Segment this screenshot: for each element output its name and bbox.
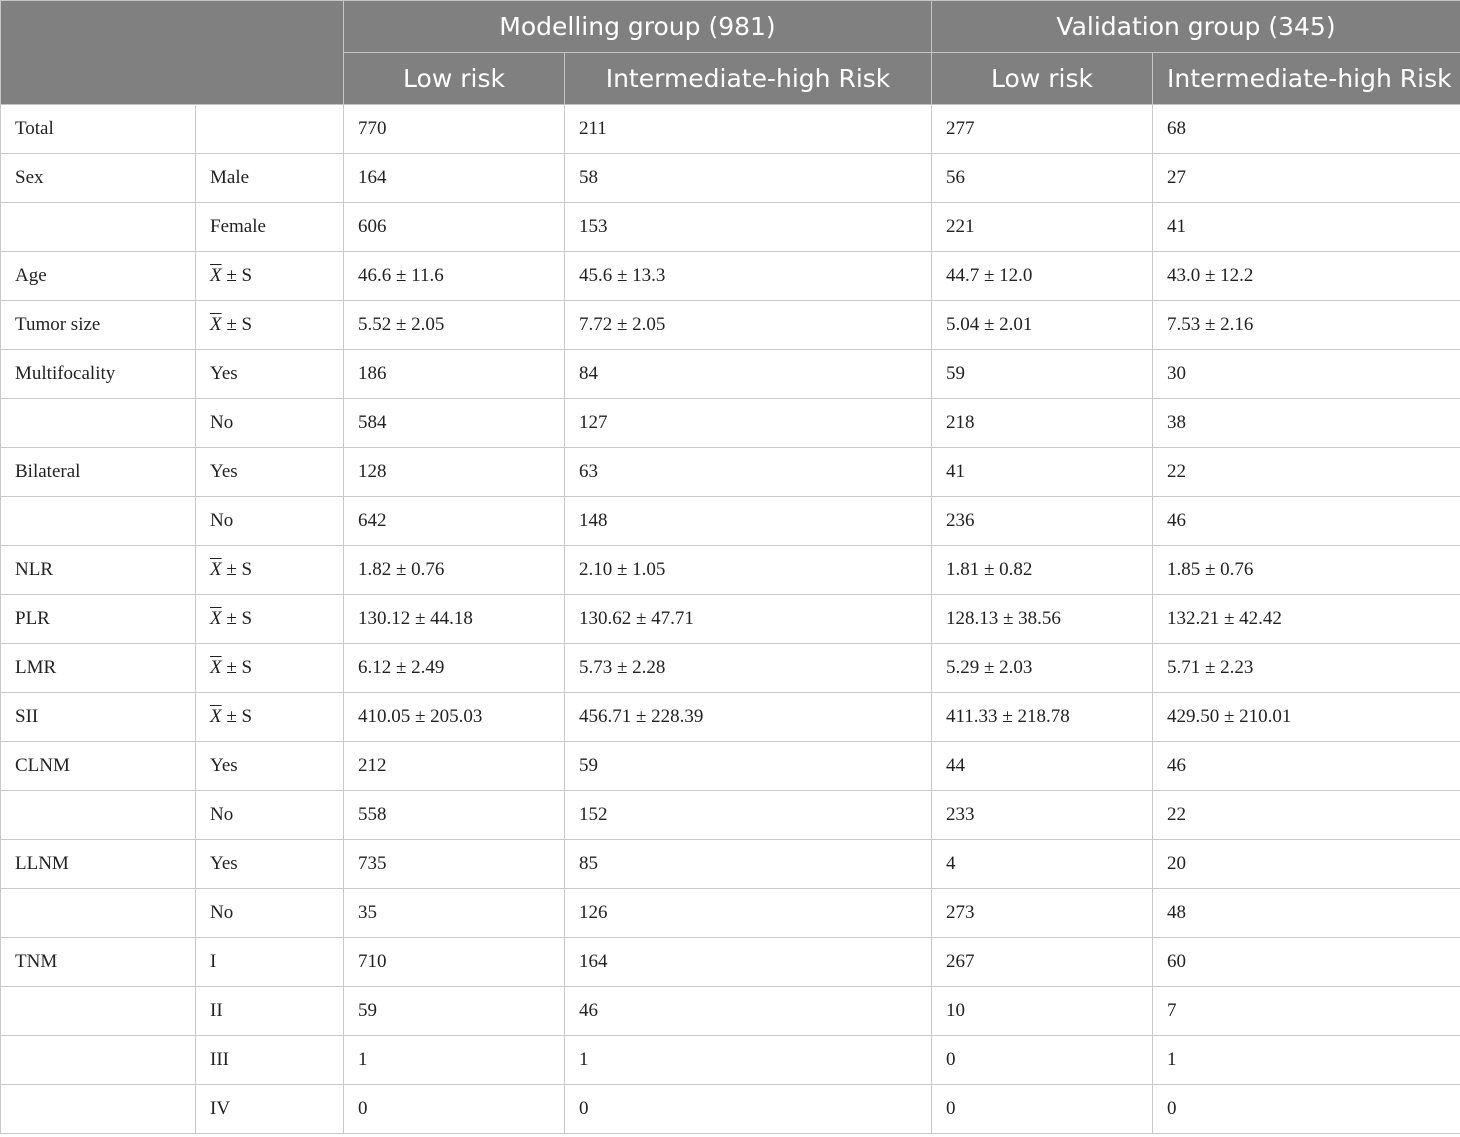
value-cell: 0 bbox=[344, 1085, 565, 1134]
table-row bbox=[1, 350, 1460, 399]
table-row bbox=[1, 840, 1460, 889]
variable-cell: LMR bbox=[1, 644, 196, 693]
value-cell: 127 bbox=[565, 399, 932, 448]
variable-cell: Total bbox=[1, 105, 196, 154]
level-cell bbox=[196, 252, 344, 301]
table-row bbox=[1, 203, 1460, 252]
value-cell: 59 bbox=[565, 742, 932, 791]
level-cell: III bbox=[196, 1036, 344, 1085]
value-cell: 211 bbox=[565, 105, 932, 154]
value-cell: 48 bbox=[1153, 889, 1460, 938]
level-cell: Female bbox=[196, 203, 344, 252]
value-cell: 43.0 ± 12.2 bbox=[1153, 252, 1460, 301]
level-cell bbox=[196, 595, 344, 644]
level-cell: No bbox=[196, 399, 344, 448]
level-cell bbox=[196, 546, 344, 595]
variable-cell: Bilateral bbox=[1, 448, 196, 497]
value-cell: 7 bbox=[1153, 987, 1460, 1036]
std-suffix: ± S bbox=[221, 314, 253, 335]
mean-symbol: $\overline{X}$ bbox=[210, 265, 222, 286]
level-cell bbox=[196, 693, 344, 742]
variable-cell: Age bbox=[1, 252, 196, 301]
std-suffix: ± S bbox=[221, 657, 253, 678]
value-cell: 35 bbox=[344, 889, 565, 938]
level-cell: I bbox=[196, 938, 344, 987]
value-cell: 153 bbox=[565, 203, 932, 252]
variable-cell: PLR bbox=[1, 595, 196, 644]
value-cell: 56 bbox=[932, 154, 1153, 203]
variable-cell bbox=[1, 399, 196, 448]
value-cell: 770 bbox=[344, 105, 565, 154]
value-cell: 5.73 ± 2.28 bbox=[565, 644, 932, 693]
value-cell: 60 bbox=[1153, 938, 1460, 987]
variable-cell: TNM bbox=[1, 938, 196, 987]
variable-cell: SII bbox=[1, 693, 196, 742]
value-cell: 218 bbox=[932, 399, 1153, 448]
value-cell: 236 bbox=[932, 497, 1153, 546]
mean-symbol: $\overline{X}$ bbox=[210, 608, 222, 629]
value-cell: 6.12 ± 2.49 bbox=[344, 644, 565, 693]
header-validation-low-risk: Low risk bbox=[932, 53, 1153, 105]
table-row bbox=[1, 987, 1460, 1036]
value-cell: 5.71 ± 2.23 bbox=[1153, 644, 1460, 693]
std-suffix: ± S bbox=[221, 608, 253, 629]
value-cell: 584 bbox=[344, 399, 565, 448]
value-cell: 30 bbox=[1153, 350, 1460, 399]
value-cell: 45.6 ± 13.3 bbox=[565, 252, 932, 301]
level-cell: Yes bbox=[196, 350, 344, 399]
value-cell: 59 bbox=[932, 350, 1153, 399]
value-cell: 126 bbox=[565, 889, 932, 938]
table-row bbox=[1, 693, 1460, 742]
value-cell: 5.52 ± 2.05 bbox=[344, 301, 565, 350]
value-cell: 85 bbox=[565, 840, 932, 889]
variable-cell bbox=[1, 987, 196, 1036]
value-cell: 1.82 ± 0.76 bbox=[344, 546, 565, 595]
variable-cell bbox=[1, 1036, 196, 1085]
mean-symbol: $\overline{X}$ bbox=[210, 314, 222, 335]
value-cell: 710 bbox=[344, 938, 565, 987]
value-cell: 186 bbox=[344, 350, 565, 399]
value-cell: 5.04 ± 2.01 bbox=[932, 301, 1153, 350]
value-cell: 233 bbox=[932, 791, 1153, 840]
level-cell bbox=[196, 105, 344, 154]
table-row bbox=[1, 595, 1460, 644]
value-cell: 59 bbox=[344, 987, 565, 1036]
variable-cell: CLNM bbox=[1, 742, 196, 791]
table-row bbox=[1, 938, 1460, 987]
value-cell: 606 bbox=[344, 203, 565, 252]
level-cell bbox=[196, 644, 344, 693]
table-row bbox=[1, 742, 1460, 791]
value-cell: 130.12 ± 44.18 bbox=[344, 595, 565, 644]
level-cell bbox=[196, 301, 344, 350]
value-cell: 46 bbox=[1153, 497, 1460, 546]
value-cell: 10 bbox=[932, 987, 1153, 1036]
value-cell: 46 bbox=[565, 987, 932, 1036]
value-cell: 148 bbox=[565, 497, 932, 546]
std-suffix: ± S bbox=[221, 559, 253, 580]
level-cell: Male bbox=[196, 154, 344, 203]
value-cell: 0 bbox=[565, 1085, 932, 1134]
table-row bbox=[1, 1036, 1460, 1085]
table-row bbox=[1, 399, 1460, 448]
value-cell: 1.85 ± 0.76 bbox=[1153, 546, 1460, 595]
value-cell: 642 bbox=[344, 497, 565, 546]
value-cell: 128.13 ± 38.56 bbox=[932, 595, 1153, 644]
value-cell: 0 bbox=[1153, 1085, 1460, 1134]
variable-cell: Sex bbox=[1, 154, 196, 203]
value-cell: 132.21 ± 42.42 bbox=[1153, 595, 1460, 644]
table-row bbox=[1, 252, 1460, 301]
table-row bbox=[1, 889, 1460, 938]
value-cell: 38 bbox=[1153, 399, 1460, 448]
value-cell: 212 bbox=[344, 742, 565, 791]
std-suffix: ± S bbox=[221, 706, 253, 727]
table-row bbox=[1, 1085, 1460, 1134]
value-cell: 1.81 ± 0.82 bbox=[932, 546, 1153, 595]
value-cell: 7.72 ± 2.05 bbox=[565, 301, 932, 350]
table-row bbox=[1, 154, 1460, 203]
value-cell: 7.53 ± 2.16 bbox=[1153, 301, 1460, 350]
value-cell: 46 bbox=[1153, 742, 1460, 791]
value-cell: 0 bbox=[932, 1036, 1153, 1085]
value-cell: 63 bbox=[565, 448, 932, 497]
value-cell: 22 bbox=[1153, 448, 1460, 497]
value-cell: 5.29 ± 2.03 bbox=[932, 644, 1153, 693]
header-validation-intermediate-high-risk: Intermediate-high Risk bbox=[1153, 53, 1460, 105]
value-cell: 27 bbox=[1153, 154, 1460, 203]
variable-cell: Multifocality bbox=[1, 350, 196, 399]
value-cell: 456.71 ± 228.39 bbox=[565, 693, 932, 742]
value-cell: 20 bbox=[1153, 840, 1460, 889]
variable-cell bbox=[1, 203, 196, 252]
variable-cell bbox=[1, 889, 196, 938]
header-modelling-intermediate-high-risk: Intermediate-high Risk bbox=[565, 53, 932, 105]
value-cell: 128 bbox=[344, 448, 565, 497]
value-cell: 44 bbox=[932, 742, 1153, 791]
value-cell: 164 bbox=[344, 154, 565, 203]
variable-cell bbox=[1, 791, 196, 840]
table-header bbox=[1, 1, 1460, 105]
level-cell: No bbox=[196, 791, 344, 840]
value-cell: 277 bbox=[932, 105, 1153, 154]
value-cell: 1 bbox=[1153, 1036, 1460, 1085]
value-cell: 2.10 ± 1.05 bbox=[565, 546, 932, 595]
variable-cell bbox=[1, 1085, 196, 1134]
value-cell: 0 bbox=[932, 1085, 1153, 1134]
table-row bbox=[1, 791, 1460, 840]
level-cell: Yes bbox=[196, 840, 344, 889]
header-empty-cell bbox=[1, 1, 344, 105]
level-cell: Yes bbox=[196, 448, 344, 497]
value-cell: 1 bbox=[565, 1036, 932, 1085]
value-cell: 735 bbox=[344, 840, 565, 889]
table-row bbox=[1, 105, 1460, 154]
value-cell: 41 bbox=[932, 448, 1153, 497]
value-cell: 41 bbox=[1153, 203, 1460, 252]
level-cell: Yes bbox=[196, 742, 344, 791]
mean-symbol: $\overline{X}$ bbox=[210, 706, 222, 727]
value-cell: 429.50 ± 210.01 bbox=[1153, 693, 1460, 742]
level-cell: IV bbox=[196, 1085, 344, 1134]
header-row-groups bbox=[1, 1, 1460, 53]
mean-symbol: $\overline{X}$ bbox=[210, 559, 222, 580]
variable-cell: LLNM bbox=[1, 840, 196, 889]
value-cell: 1 bbox=[344, 1036, 565, 1085]
table-row bbox=[1, 644, 1460, 693]
variable-cell: Tumor size bbox=[1, 301, 196, 350]
header-validation-group: Validation group (345) bbox=[932, 1, 1460, 53]
table-row bbox=[1, 546, 1460, 595]
mean-symbol: $\overline{X}$ bbox=[210, 657, 222, 678]
level-cell: II bbox=[196, 987, 344, 1036]
value-cell: 411.33 ± 218.78 bbox=[932, 693, 1153, 742]
value-cell: 410.05 ± 205.03 bbox=[344, 693, 565, 742]
std-suffix: ± S bbox=[221, 265, 253, 286]
value-cell: 44.7 ± 12.0 bbox=[932, 252, 1153, 301]
value-cell: 68 bbox=[1153, 105, 1460, 154]
header-modelling-group: Modelling group (981) bbox=[344, 1, 932, 53]
table-row bbox=[1, 301, 1460, 350]
value-cell: 273 bbox=[932, 889, 1153, 938]
table-row bbox=[1, 497, 1460, 546]
table-row bbox=[1, 448, 1460, 497]
level-cell: No bbox=[196, 889, 344, 938]
value-cell: 130.62 ± 47.71 bbox=[565, 595, 932, 644]
table-body bbox=[1, 105, 1460, 1134]
variable-cell bbox=[1, 497, 196, 546]
value-cell: 22 bbox=[1153, 791, 1460, 840]
value-cell: 152 bbox=[565, 791, 932, 840]
value-cell: 46.6 ± 11.6 bbox=[344, 252, 565, 301]
value-cell: 267 bbox=[932, 938, 1153, 987]
value-cell: 221 bbox=[932, 203, 1153, 252]
header-modelling-low-risk: Low risk bbox=[344, 53, 565, 105]
variable-cell: NLR bbox=[1, 546, 196, 595]
value-cell: 4 bbox=[932, 840, 1153, 889]
value-cell: 84 bbox=[565, 350, 932, 399]
value-cell: 558 bbox=[344, 791, 565, 840]
value-cell: 164 bbox=[565, 938, 932, 987]
value-cell: 58 bbox=[565, 154, 932, 203]
level-cell: No bbox=[196, 497, 344, 546]
